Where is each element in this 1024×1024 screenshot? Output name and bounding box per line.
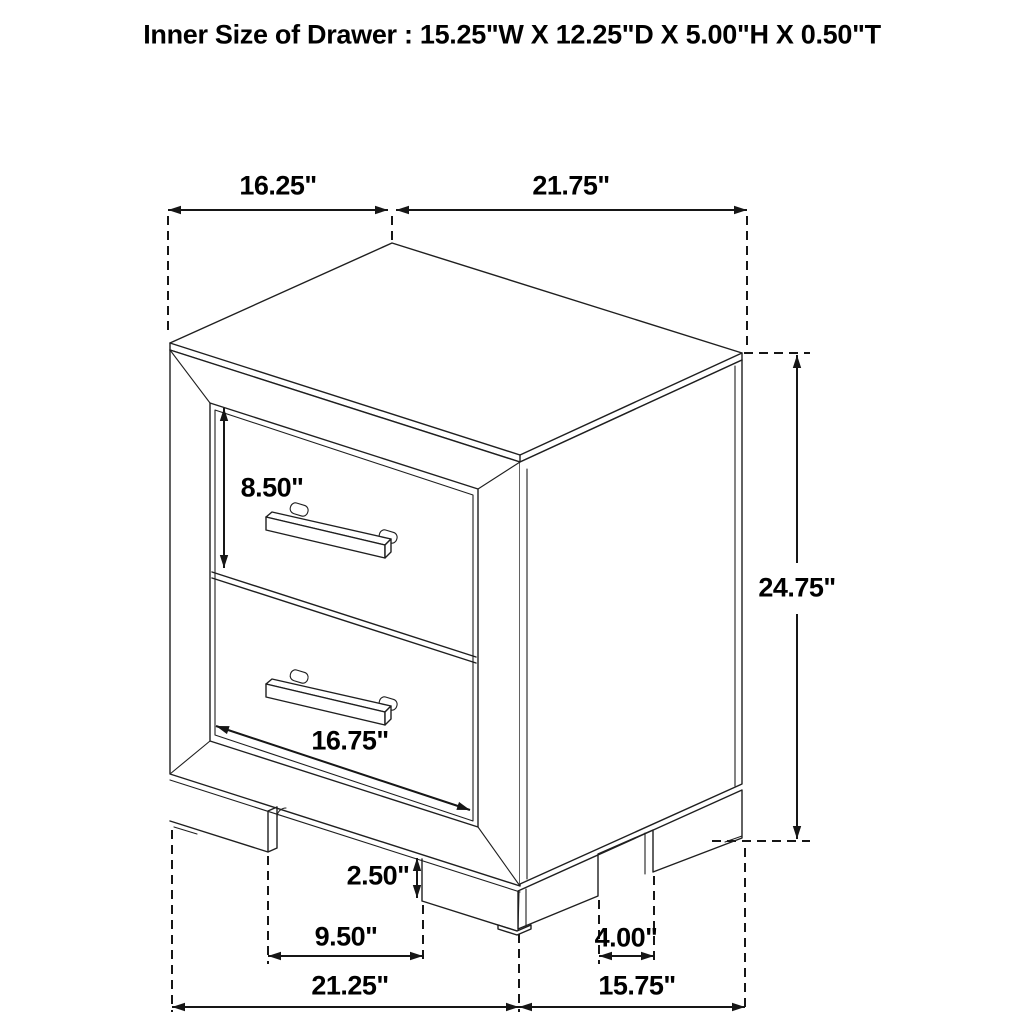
dim-label-drawer-front-height: 8.50" [240,472,304,503]
dim-label-front-leg-opening: 9.50" [314,921,378,952]
dim-label-side-leg-opening: 4.00" [594,922,658,953]
dim-label-top-depth: 16.25" [239,170,317,201]
dim-label-overall-front-width: 21.25" [311,970,389,1001]
dim-label-overall-side-depth: 15.75" [598,970,676,1001]
dim-label-base-height: 2.50" [346,860,410,891]
dim-label-drawer-front-width: 16.75" [311,725,389,756]
dim-label-top-width: 21.75" [532,170,610,201]
dim-label-overall-height: 24.75" [758,572,836,603]
page-title: Inner Size of Drawer : 15.25"W X 12.25"D X 5.00"H X 0.50"T [143,19,881,50]
nightstand-outline [170,243,742,935]
